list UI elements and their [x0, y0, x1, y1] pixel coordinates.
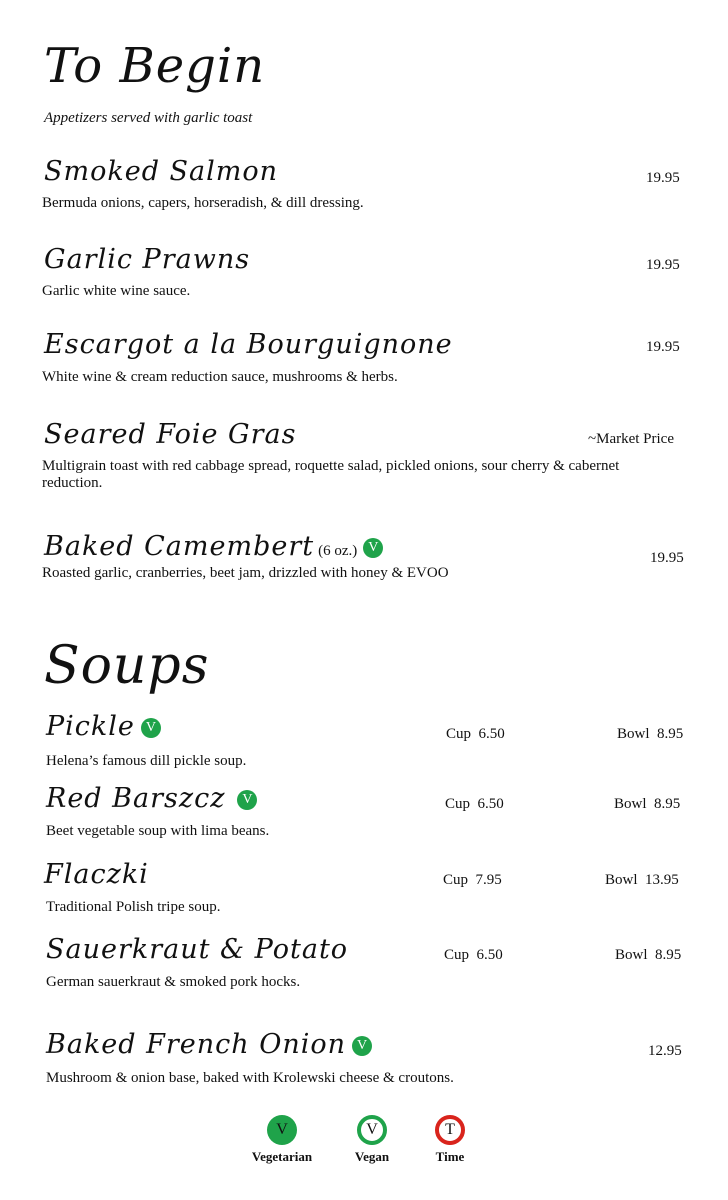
item-name-baked-camembert-text: Baked Camembert — [44, 531, 315, 562]
time-legend-icon: T — [435, 1115, 465, 1145]
item-description-baked-french-onion: Mushroom & onion base, baked with Krolewski cheese & croutons. — [46, 1070, 454, 1086]
item-bowl-price-pickle: Bowl 8.95 — [617, 726, 684, 742]
item-name-pickle-text: Pickle — [46, 711, 135, 742]
item-cup-price-sauerkraut-potato: Cup 6.50 — [444, 947, 503, 963]
item-name-pickle — [46, 712, 161, 742]
item-price-garlic-prawns: 19.95 — [646, 257, 680, 273]
item-name-baked-camembert — [44, 532, 383, 562]
legend-label-time: Time — [435, 1149, 465, 1164]
item-name-baked-french-onion — [46, 1030, 372, 1060]
item-price-baked-french-onion: 12.95 — [648, 1043, 682, 1059]
vegetarian-legend-icon: V — [267, 1115, 297, 1145]
item-cup-price-flaczki: Cup 7.95 — [443, 872, 502, 888]
vegetarian-badge-icon: V — [352, 1036, 372, 1056]
item-bowl-price-flaczki: Bowl 13.95 — [605, 872, 679, 888]
item-description-escargot: White wine & cream reduction sauce, mushrooms & herbs. — [42, 369, 398, 385]
vegan-legend-icon: V — [357, 1115, 387, 1145]
item-price-smoked-salmon: 19.95 — [646, 170, 680, 186]
vegetarian-badge-icon: V — [141, 718, 161, 738]
legend-label-vegan: Vegan — [354, 1149, 390, 1164]
vegetarian-badge-icon: V — [237, 790, 257, 810]
item-name-red-barszcz — [46, 784, 257, 814]
item-description-foie-gras: Multigrain toast with red cabbage spread, roquette salad, pickled onions, sour cherry & cabernet reduction. — [42, 458, 620, 491]
item-price-foie-gras: ~Market Price — [588, 431, 675, 447]
legend-time — [405, 1115, 495, 1165]
legend-vegan — [327, 1115, 417, 1165]
item-description-pickle: Helena’s famous dill pickle soup. — [46, 753, 247, 769]
item-size-baked-camembert: (6 oz.) — [318, 543, 358, 559]
item-name-flaczki: Flaczki — [44, 859, 149, 890]
legend-vegetarian — [237, 1115, 327, 1165]
section-subtitle-appetizers: Appetizers served with garlic toast — [44, 110, 253, 126]
section-title-soups: Soups — [44, 636, 210, 696]
item-cup-price-pickle: Cup 6.50 — [446, 726, 505, 742]
item-name-sauerkraut-potato: Sauerkraut & Potato — [46, 934, 349, 965]
item-bowl-price-red-barszcz: Bowl 8.95 — [614, 796, 681, 812]
item-description-red-barszcz: Beet vegetable soup with lima beans. — [46, 823, 270, 839]
section-title-appetizers: To Begin — [44, 38, 266, 94]
item-name-garlic-prawns: Garlic Prawns — [44, 244, 251, 275]
item-price-escargot: 19.95 — [646, 339, 680, 355]
item-description-flaczki: Traditional Polish tripe soup. — [46, 899, 221, 915]
item-name-red-barszcz-text: Red Barszcz — [46, 783, 226, 814]
item-description-smoked-salmon: Bermuda onions, capers, horseradish, & dill dressing. — [42, 195, 364, 211]
item-name-escargot: Escargot a la Bourguignone — [44, 329, 453, 360]
item-name-smoked-salmon: Smoked Salmon — [44, 156, 279, 187]
item-price-baked-camembert: 19.95 — [650, 550, 684, 566]
item-description-baked-camembert: Roasted garlic, cranberries, beet jam, drizzled with honey & EVOO — [42, 565, 449, 581]
item-description-sauerkraut-potato: German sauerkraut & smoked pork hocks. — [46, 974, 301, 990]
item-bowl-price-sauerkraut-potato: Bowl 8.95 — [615, 947, 682, 963]
vegetarian-badge-icon: V — [363, 538, 383, 558]
item-description-garlic-prawns: Garlic white wine sauce. — [42, 283, 191, 299]
item-cup-price-red-barszcz: Cup 6.50 — [445, 796, 504, 812]
legend-label-vegetarian: Vegetarian — [251, 1149, 313, 1164]
item-name-foie-gras: Seared Foie Gras — [44, 419, 297, 450]
item-name-baked-french-onion-text: Baked French Onion — [46, 1029, 347, 1060]
